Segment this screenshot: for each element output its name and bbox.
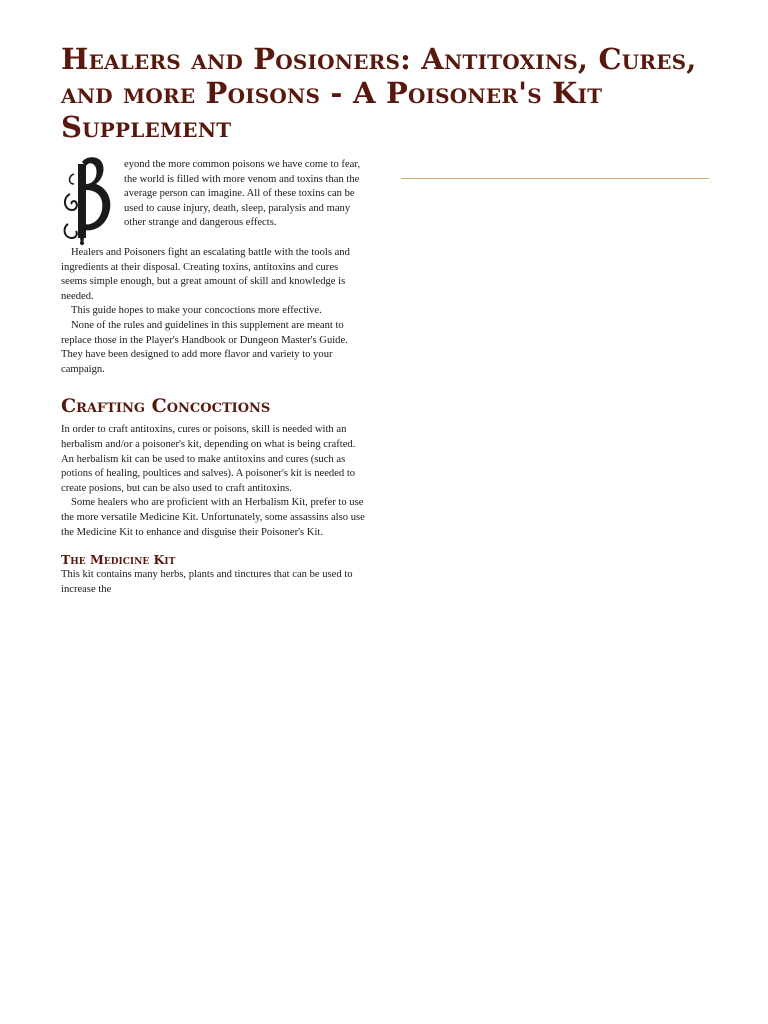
horizontal-rule xyxy=(401,178,709,179)
crafting-paragraph-2: Some healers who are proficient with an Herbalism Kit, prefer to use the more versatile Medicine Kit. Unfortunately, some assassins also use the Medicine Kit to enhance and disguise their Poisoner's Kit. xyxy=(61,497,365,538)
intro-first-paragraph xyxy=(61,158,366,231)
medicine-kit-paragraph: This kit contains many herbs, plants and tinctures that can be used to increase the xyxy=(61,569,353,595)
right-column xyxy=(401,158,709,179)
intro-paragraph-1: eyond the more common poisons we have come to fear, the world is filled with more venom and toxins than the average person can imagine. All of these toxins can be used to cause injury, death, sleep, paralysis and many other strange and dangerous effects. xyxy=(124,159,361,229)
dropcap-b xyxy=(60,154,118,246)
section-heading-crafting: Crafting Concoctions xyxy=(61,395,271,418)
left-column xyxy=(61,158,366,597)
subheading-medicine-kit: The Medicine Kit xyxy=(61,552,176,568)
page-title: Healers and Posioners: Antitoxins, Cures, and more Poisons - A Poisoner's Kit Supplement xyxy=(61,42,697,144)
intro-paragraph-3: This guide hopes to make your concoctions more effective. xyxy=(71,305,322,317)
intro-paragraph-4: None of the rules and guidelines in this supplement are meant to replace those in the Player's Handbook or Dungeon Master's Guide. They have been designed to add more flavor and variety to your campaign. xyxy=(61,319,348,375)
intro-paragraph-2: Healers and Poisoners fight an escalating battle with the tools and ingredients at their disposal. Creating toxins, antitoxins and cures seems simple enough, but a great amount of skill and knowledge is needed. xyxy=(61,247,350,302)
dropcap-ornament-icon xyxy=(60,154,118,246)
crafting-paragraph-1: In order to craft antitoxins, cures or poisons, skill is needed with an herbalism and/or a poisoner's kit, depending on what is being crafted. An herbalism kit can be used to make antitoxins and cures (such as potions of healing, poultices and salves). A poisoner's kit is needed to create posions, but can be also used to craft antitoxins. xyxy=(61,424,356,494)
